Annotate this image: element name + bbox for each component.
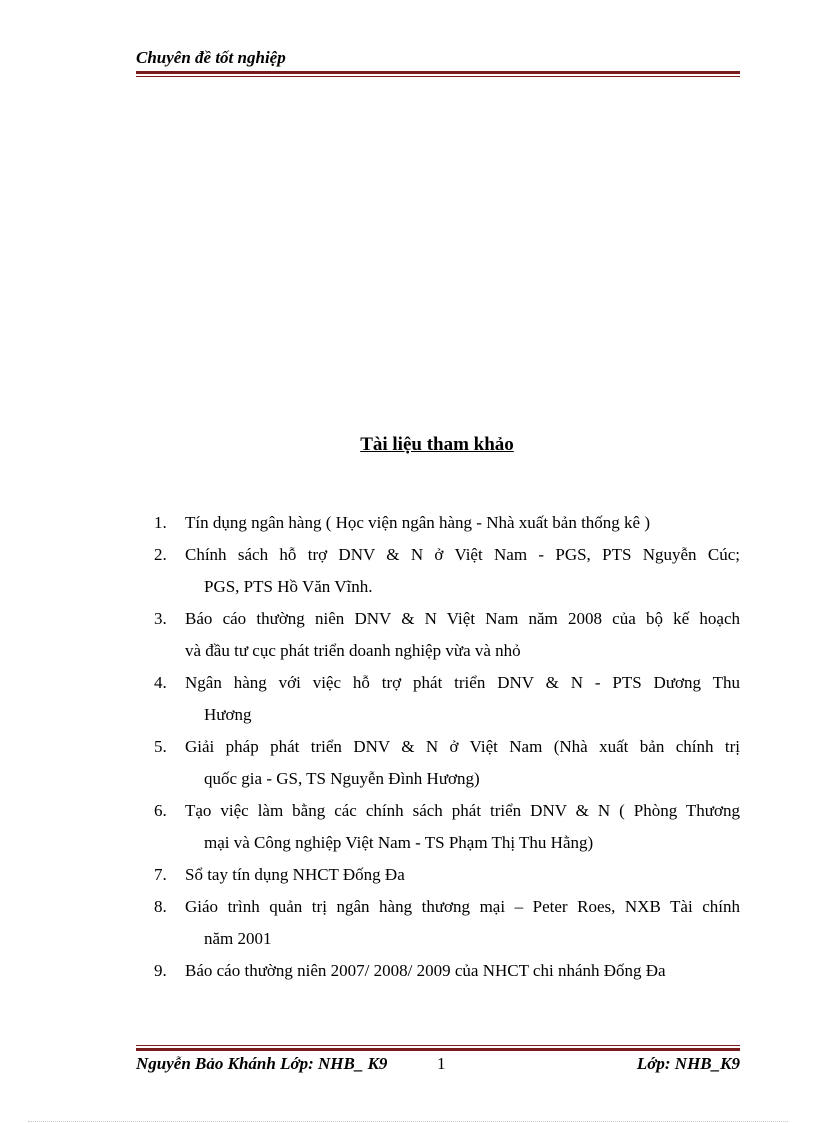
reference-item (154, 667, 740, 731)
header-rule-thin (136, 76, 740, 77)
footer-author-class: Nguyễn Bảo Khánh Lớp: NHB_ K9 (136, 1054, 388, 1073)
header-title: Chuyên đề tốt nghiệp (136, 48, 286, 67)
reference-number: 7. (154, 865, 167, 884)
reference-line: Ngân hàng với việc hỗ trợ phát triển DNV & N - PTS Dương Thu (185, 673, 740, 692)
reference-item (154, 539, 740, 603)
footer-rule-thick (136, 1048, 740, 1051)
reference-item (154, 603, 740, 667)
reference-line: Báo cáo thường niên 2007/ 2008/ 2009 của NHCT chi nhánh Đống Đa (185, 961, 666, 980)
reference-number: 9. (154, 961, 167, 980)
reference-number: 1. (154, 513, 167, 532)
reference-line: Tạo việc làm bằng các chính sách phát triển DNV & N ( Phòng Thương (185, 801, 740, 820)
footer-class: Lớp: NHB_K9 (636, 1054, 740, 1073)
reference-item (154, 507, 740, 539)
reference-item (154, 955, 740, 987)
footer-rule-thin (136, 1045, 740, 1046)
reference-line: Tín dụng ngân hàng ( Học viện ngân hàng - Nhà xuất bản thống kê ) (185, 513, 651, 532)
reference-item (154, 731, 740, 795)
reference-line: mại và Công nghiệp Việt Nam - TS Phạm Thị Thu Hằng) (204, 833, 594, 852)
reference-number: 3. (154, 609, 167, 628)
reference-item (154, 795, 740, 859)
reference-item (154, 891, 740, 955)
reference-number: 6. (154, 801, 167, 820)
reference-line: và đầu tư cục phát triển doanh nghiệp vừa và nhỏ (185, 641, 521, 660)
reference-item (154, 859, 740, 891)
page-number: 1 (437, 1054, 446, 1073)
reference-line: quốc gia - GS, TS Nguyễn Đình Hương) (204, 769, 480, 788)
reference-line: PGS, PTS Hồ Văn Vĩnh. (204, 577, 373, 596)
references-list (154, 507, 740, 987)
reference-number: 5. (154, 737, 167, 756)
reference-line: Sổ tay tín dụng NHCT Đống Đa (185, 865, 405, 884)
reference-line: Hương (204, 705, 252, 724)
reference-number: 4. (154, 673, 167, 692)
reference-line: Báo cáo thường niên DNV & N Việt Nam năm 2008 của bộ kế hoạch (185, 609, 740, 628)
reference-line: Giáo trình quản trị ngân hàng thương mại – Peter Roes, NXB Tài chính (185, 897, 740, 916)
reference-number: 8. (154, 897, 167, 916)
header-rule-thick (136, 71, 740, 74)
reference-line: năm 2001 (204, 929, 272, 948)
reference-line: Chính sách hỗ trợ DNV & N ở Việt Nam - PGS, PTS Nguyễn Cúc; (185, 545, 740, 564)
reference-line: Giải pháp phát triển DNV & N ở Việt Nam (Nhà xuất bản chính trị (185, 737, 740, 756)
page-edge-divider (28, 1121, 788, 1122)
references-heading: Tài liệu tham khảo (360, 434, 514, 455)
reference-number: 2. (154, 545, 167, 564)
